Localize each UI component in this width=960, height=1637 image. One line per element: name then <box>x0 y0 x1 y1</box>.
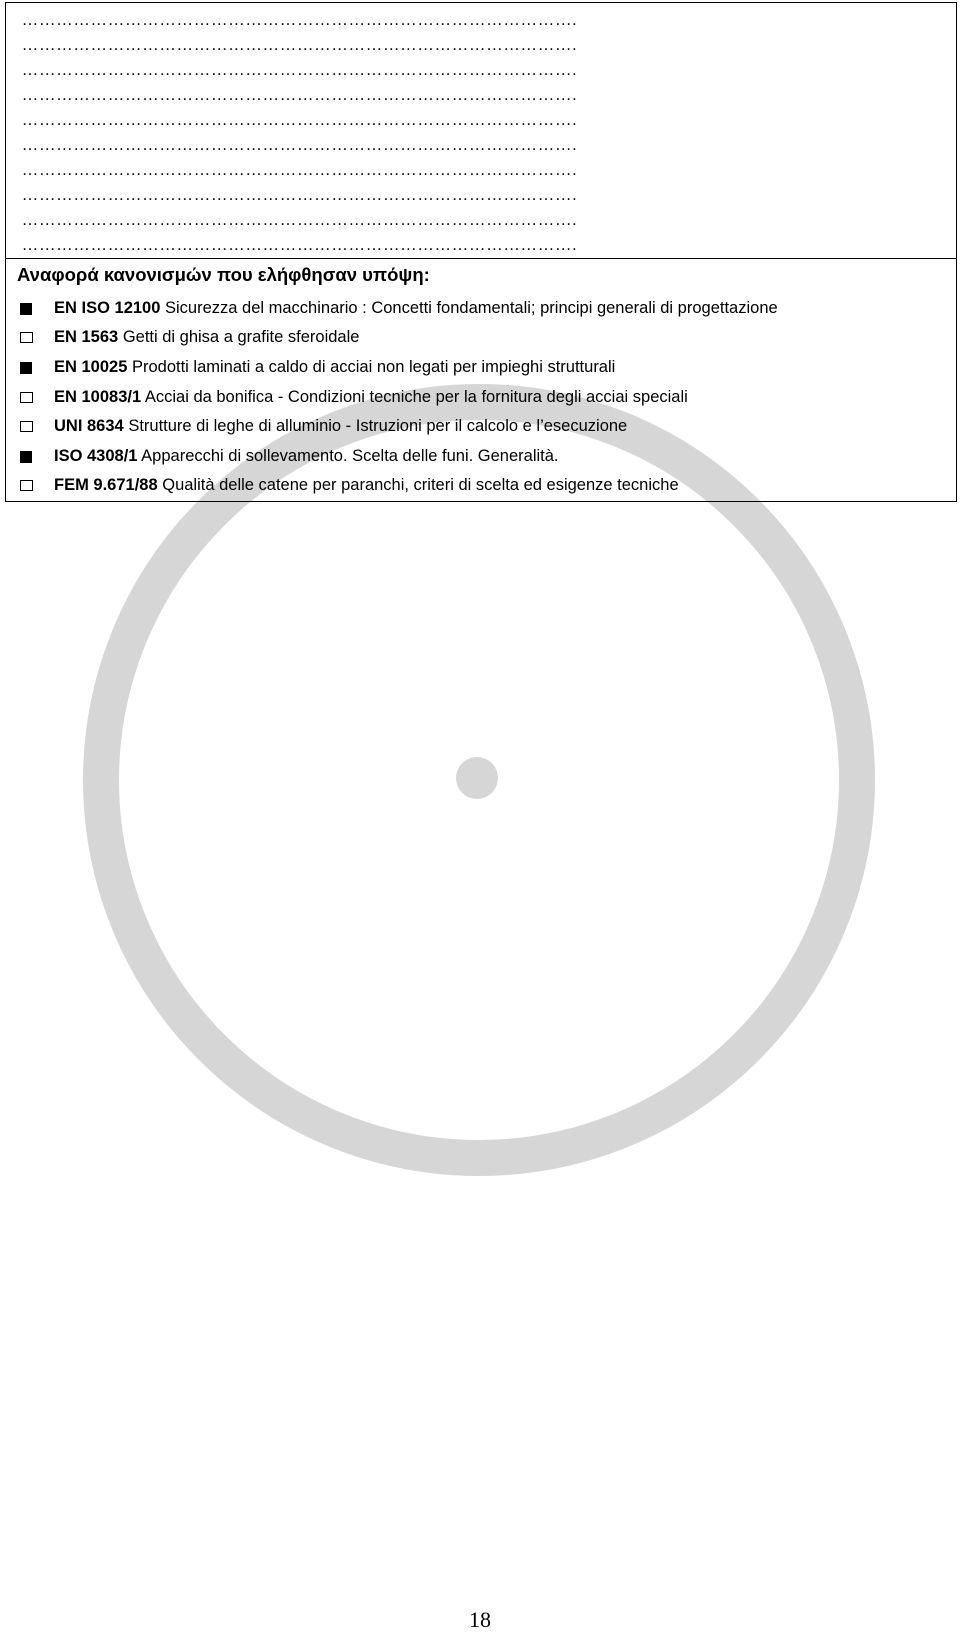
watermark-ring <box>101 402 857 1158</box>
standard-description: Strutture di leghe di alluminio - Istruzioni per il calcolo e l’esecuzione <box>128 417 628 435</box>
standard-description: Getti di ghisa a grafite sferoidale <box>122 328 360 346</box>
checked-box-icon[interactable] <box>20 362 32 374</box>
standard-code: FEM 9.671/88 <box>54 476 158 494</box>
standards-heading: Αναφορά κανονισμών που ελήφθησαν υπόψη: <box>17 264 430 285</box>
unchecked-box-icon[interactable] <box>20 480 33 491</box>
standard-item <box>6 471 956 499</box>
standard-item <box>6 323 956 351</box>
standard-description: Apparecchi di sollevamento. Scelta delle funi. Generalità. <box>141 447 559 465</box>
standard-code: EN 1563 <box>54 328 119 346</box>
standard-item <box>6 442 956 470</box>
standard-text <box>54 323 359 351</box>
dotted-line: ……………………………………………………………………………………. <box>22 137 578 154</box>
standard-description: Qualità delle catene per paranchi, criteri di scelta ed esigenze tecniche <box>162 476 679 494</box>
standard-text <box>54 353 615 381</box>
unchecked-box-icon[interactable] <box>20 421 33 432</box>
standard-item <box>6 383 956 411</box>
watermark-center-dot <box>456 757 498 799</box>
standard-text <box>54 471 679 499</box>
unchecked-box-icon[interactable] <box>20 332 33 343</box>
standard-item <box>6 412 956 440</box>
dotted-line: ……………………………………………………………………………………. <box>22 12 578 29</box>
dotted-line: ……………………………………………………………………………………. <box>22 87 578 104</box>
standard-text <box>54 412 627 440</box>
standard-code: UNI 8634 <box>54 417 124 435</box>
standards-box <box>5 2 957 502</box>
standard-item <box>6 294 956 322</box>
standard-text <box>54 442 559 470</box>
standard-text <box>54 383 688 411</box>
standard-description: Sicurezza del macchinario : Concetti fondamentali; principi generali di progettazione <box>165 299 778 317</box>
checked-box-icon[interactable] <box>20 451 32 463</box>
standard-item <box>6 353 956 381</box>
page-number: 18 <box>469 1607 491 1632</box>
standard-code: EN 10025 <box>54 358 128 376</box>
standard-code: EN 10083/1 <box>54 388 142 406</box>
dotted-line: ……………………………………………………………………………………. <box>22 62 578 79</box>
dotted-line: ……………………………………………………………………………………. <box>22 212 578 229</box>
section-divider <box>6 258 956 259</box>
dotted-line: ……………………………………………………………………………………. <box>22 37 578 54</box>
unchecked-box-icon[interactable] <box>20 392 33 403</box>
standard-text <box>54 294 778 322</box>
standard-description: Prodotti laminati a caldo di acciai non legati per impieghi strutturali <box>131 358 616 376</box>
dotted-line: ……………………………………………………………………………………. <box>22 187 578 204</box>
standard-code: EN ISO 12100 <box>54 299 161 317</box>
checked-box-icon[interactable] <box>20 303 32 315</box>
standard-description: Acciai da bonifica - Condizioni tecniche per la fornitura degli acciai speciali <box>144 388 688 406</box>
dotted-line: ……………………………………………………………………………………. <box>22 162 578 179</box>
standard-code: ISO 4308/1 <box>54 447 138 465</box>
dotted-line: ……………………………………………………………………………………. <box>22 237 578 254</box>
dotted-line: ……………………………………………………………………………………. <box>22 112 578 129</box>
